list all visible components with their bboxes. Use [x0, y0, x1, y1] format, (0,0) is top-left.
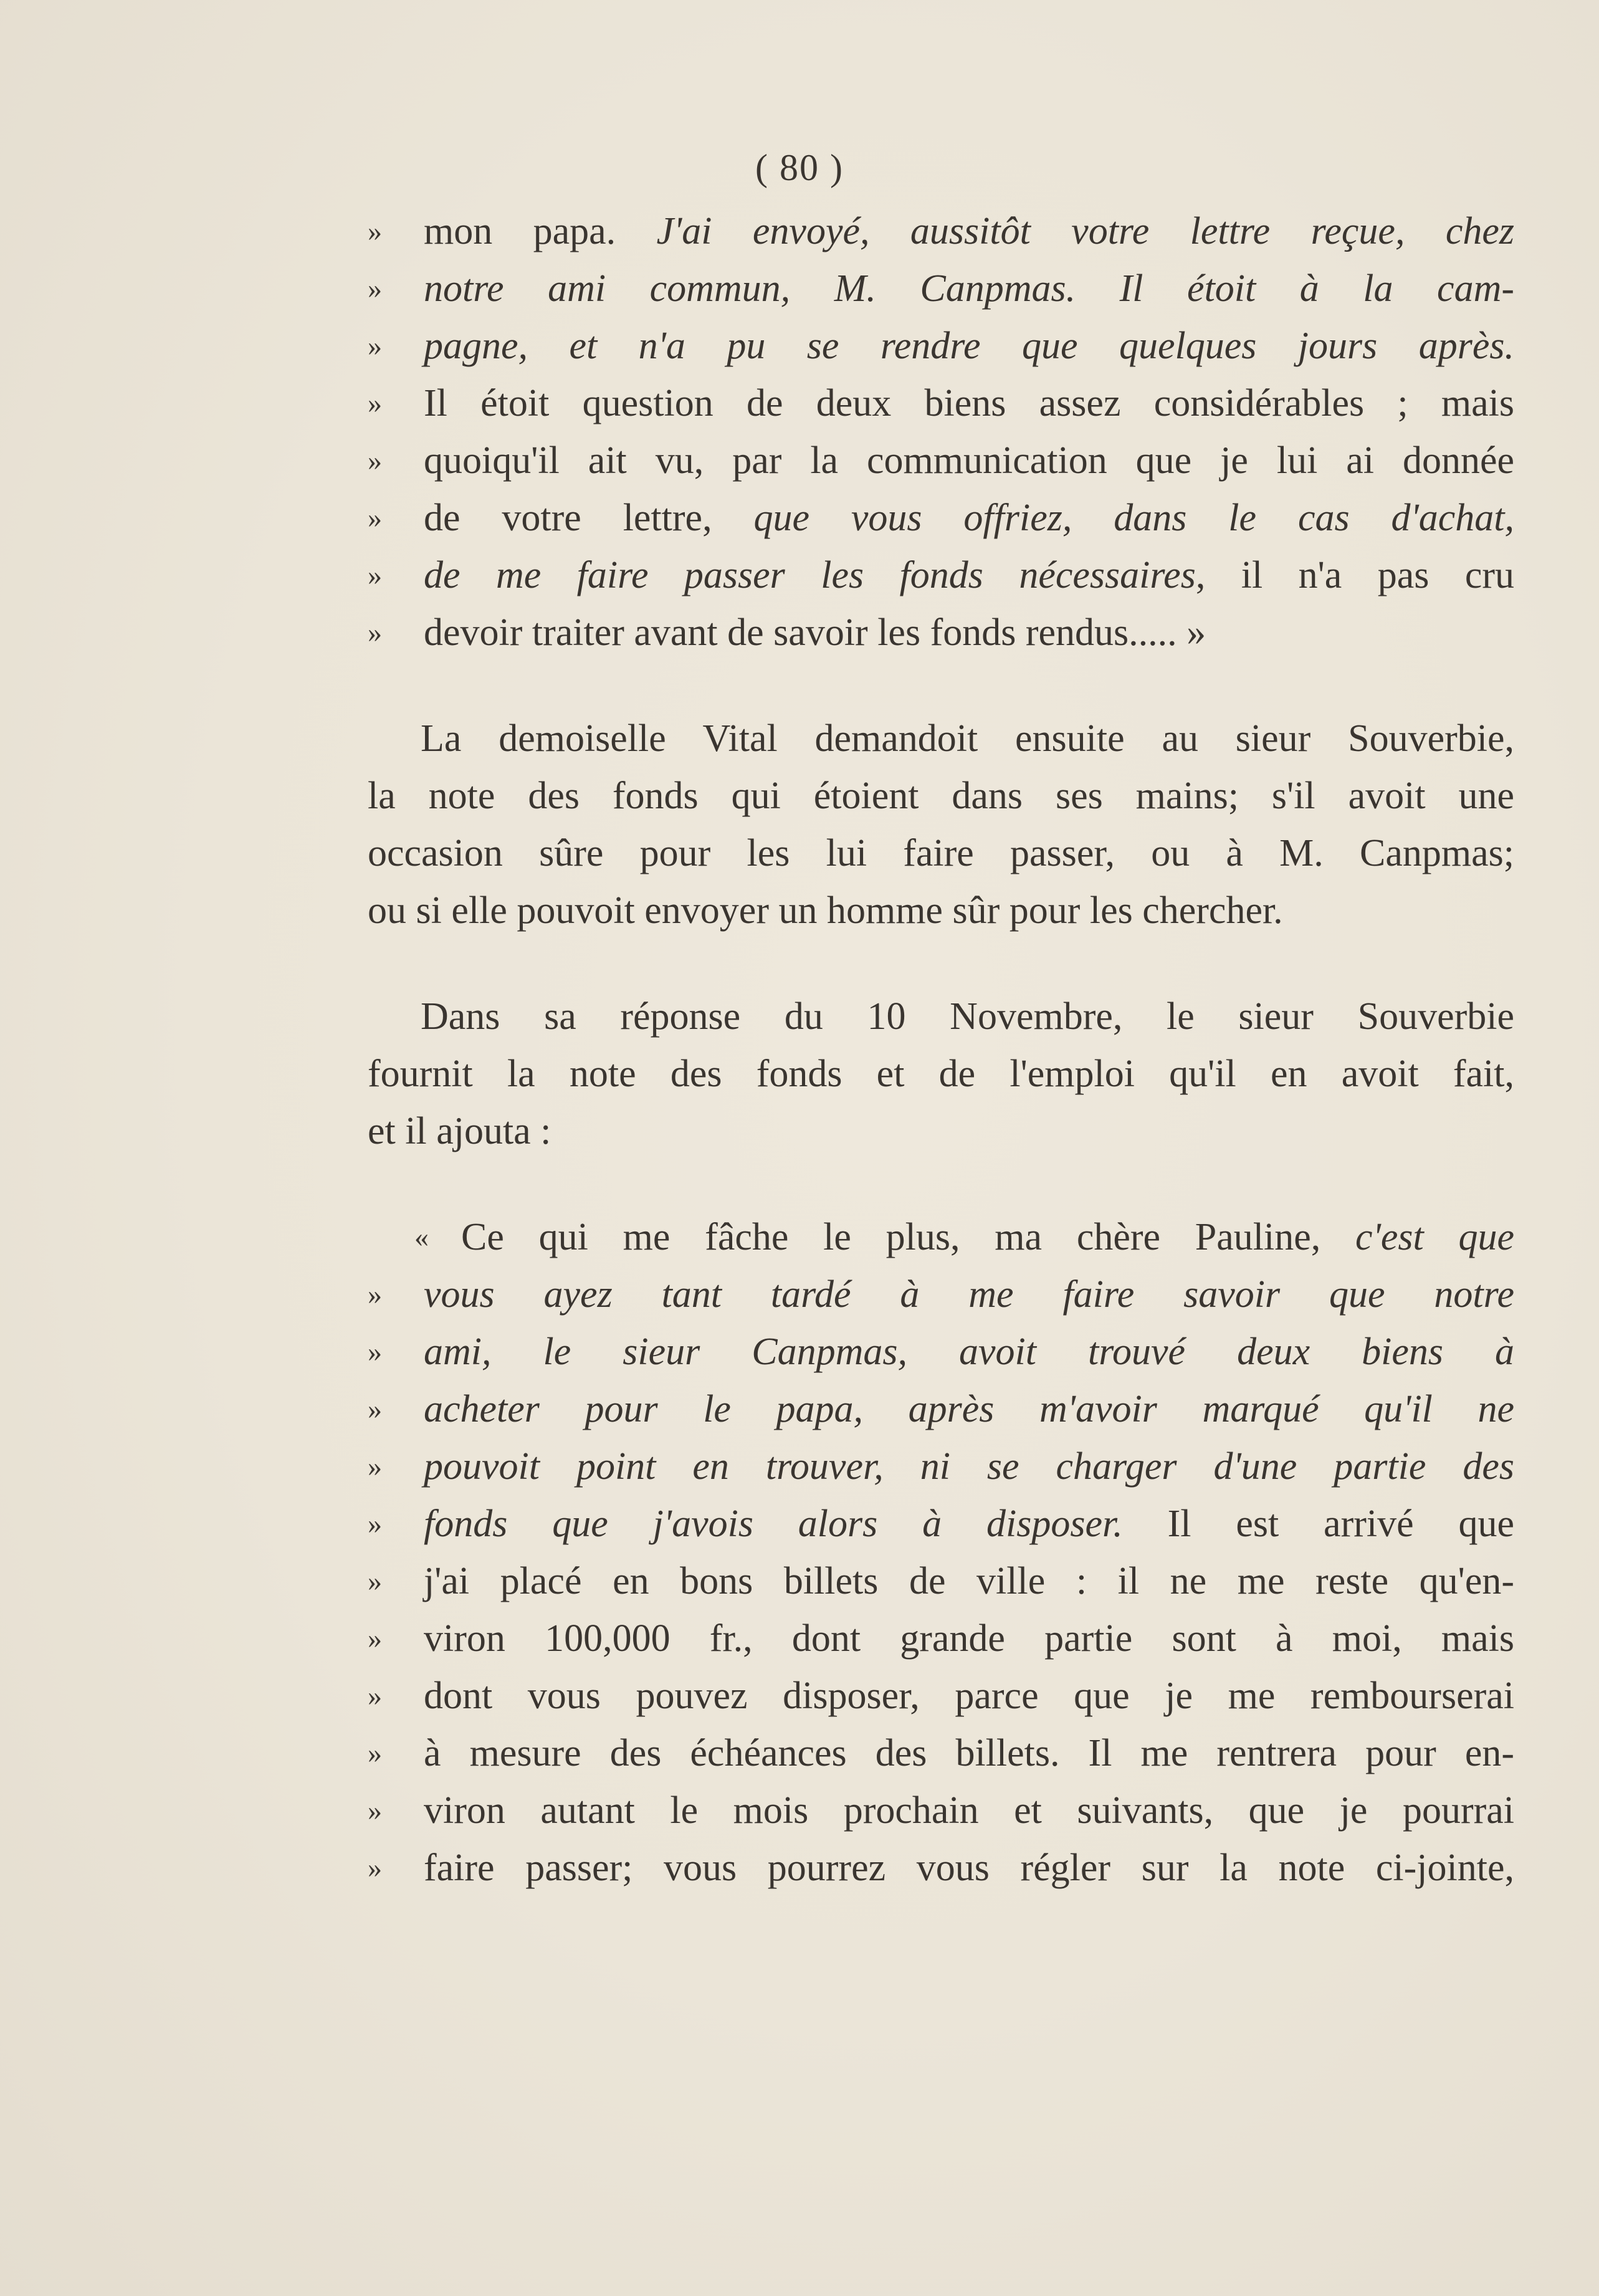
line-text: occasion sûre pour les lui faire passer, ou à M. Canpmas;: [368, 832, 1514, 874]
quote-mark: »: [368, 502, 382, 533]
line-text: La demoiselle Vital demandoit ensuite au sieur Souverbie,: [421, 717, 1514, 760]
roman-text: dont vous pouvez disposer, parce que je me rembourserai: [424, 1675, 1514, 1717]
italic-text: c'est que: [1355, 1216, 1514, 1258]
roman-text: j'ai placé en bons billets de ville : il ne me reste qu'en-: [424, 1560, 1514, 1602]
text-line: [368, 432, 1514, 489]
text-line: [368, 1380, 1514, 1438]
quote-mark: »: [368, 444, 382, 476]
text-line: [368, 547, 1514, 604]
text-line: [368, 1266, 1514, 1323]
italic-text: pagne, et n'a pu se rendre que quelques jours après.: [424, 325, 1514, 367]
quote-mark: »: [368, 1852, 382, 1883]
text-line: [368, 1323, 1514, 1380]
text-line: [368, 710, 1514, 767]
text-line: [368, 1552, 1514, 1610]
text-line: [368, 1495, 1514, 1552]
quote-mark: «: [414, 1221, 429, 1253]
text-line: [368, 825, 1514, 882]
quote-mark: »: [368, 1336, 382, 1367]
text-line: [368, 988, 1514, 1045]
quote-mark: »: [368, 215, 382, 247]
quote-mark: »: [368, 1622, 382, 1654]
text-line: [368, 489, 1514, 547]
italic-text: que vous offriez, dans le cas d'achat,: [753, 497, 1514, 539]
line-text: ou si elle pouvoit envoyer un homme sûr pour les chercher.: [368, 889, 1283, 932]
quoted-letter-excerpt-2: [368, 1208, 1514, 1897]
quoted-letter-excerpt-1: [368, 203, 1514, 661]
roman-text: quoiqu'il ait vu, par la communication que je lui ai donnée: [424, 439, 1514, 482]
roman-text: Il étoit question de deux biens assez considérables ; mais: [424, 382, 1514, 424]
text-line: [368, 260, 1514, 317]
roman-text: faire passer; vous pourrez vous régler sur la note ci-jointe,: [424, 1847, 1514, 1889]
quote-mark: »: [368, 1737, 382, 1769]
page-number: ( 80 ): [755, 147, 844, 188]
italic-text: fonds que j'avois alors à disposer.: [424, 1503, 1123, 1545]
roman-text: , il n'a pas cru: [1195, 554, 1514, 596]
text-line: [368, 1610, 1514, 1667]
quote-mark: »: [368, 616, 382, 648]
italic-text: ami, le sieur Canpmas, avoit trouvé deux biens à: [424, 1331, 1514, 1373]
text-line: [368, 767, 1514, 825]
italic-text: acheter pour le papa, après m'avoir marqué qu'il ne: [424, 1388, 1514, 1430]
text-line: [368, 604, 1514, 661]
italic-text: J'ai envoyé, aussitôt votre lettre reçue, chez: [656, 210, 1514, 252]
italic-text: notre ami commun, M. Canpmas. Il étoit à la cam-: [424, 267, 1514, 310]
roman-text: Ce qui me fâche le plus, ma chère Pauline,: [461, 1216, 1356, 1258]
body-text: [368, 203, 1514, 1897]
quote-mark: »: [368, 559, 382, 591]
quote-mark: »: [368, 1450, 382, 1482]
paragraph-vital-request: [368, 710, 1514, 939]
text-line: [368, 1208, 1514, 1266]
quote-mark: »: [368, 387, 382, 419]
text-line: [368, 317, 1514, 375]
roman-text: viron autant le mois prochain et suivants, que je pourrai: [424, 1789, 1514, 1832]
line-text: fournit la note des fonds et de l'emploi qu'il en avoit fait,: [368, 1053, 1514, 1095]
text-line: [368, 1667, 1514, 1724]
line-text: Dans sa réponse du 10 Novembre, le sieur Souverbie: [421, 995, 1514, 1038]
quote-mark: »: [368, 1278, 382, 1310]
line-text: la note des fonds qui étoient dans ses mains; s'il avoit une: [368, 775, 1514, 817]
text-line: [368, 1782, 1514, 1839]
italic-text: vous ayez tant tardé à me faire savoir que notre: [424, 1273, 1514, 1316]
text-line: [368, 882, 1514, 939]
italic-text: de me faire passer les fonds nécessaires: [424, 554, 1196, 596]
roman-text: viron 100,000 fr., dont grande partie sont à moi, mais: [424, 1617, 1514, 1660]
roman-text: devoir traiter avant de savoir les fonds rendus..... »: [424, 611, 1206, 654]
text-line: [368, 1839, 1514, 1897]
text-line: [368, 1045, 1514, 1103]
roman-text: à mesure des échéances des billets. Il me rentrera pour en-: [424, 1732, 1514, 1774]
roman-text: de votre lettre,: [424, 497, 754, 539]
quote-mark: »: [368, 1508, 382, 1539]
roman-text: mon papa.: [424, 210, 657, 252]
paragraph-souverbie-response: [368, 988, 1514, 1160]
quote-mark: »: [368, 1794, 382, 1826]
text-line: [368, 1438, 1514, 1495]
roman-text: Il est arrivé que: [1122, 1503, 1514, 1545]
text-line: [368, 375, 1514, 432]
quote-mark: »: [368, 272, 382, 304]
italic-text: pouvoit point en trouver, ni se charger d'une partie des: [424, 1445, 1514, 1488]
quote-mark: »: [368, 330, 382, 361]
text-line: [368, 1724, 1514, 1782]
text-line: [368, 203, 1514, 260]
quote-mark: »: [368, 1393, 382, 1425]
quote-mark: »: [368, 1680, 382, 1711]
quote-mark: »: [368, 1565, 382, 1597]
line-text: et il ajouta :: [368, 1110, 551, 1152]
text-line: [368, 1103, 1514, 1160]
